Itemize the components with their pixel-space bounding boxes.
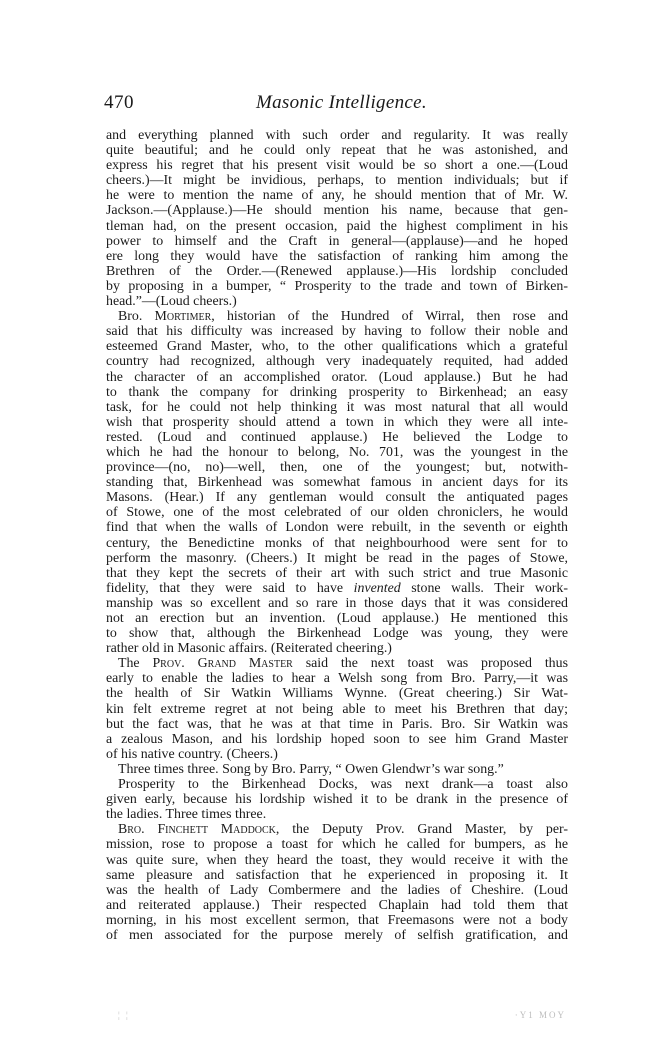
text-line: task, for he could not help thinking it was most natural that all would: [106, 399, 568, 415]
text-line: early to enable the ladies to hear a Welsh song from Bro. Parry,—it was: [106, 671, 568, 687]
text-line: said that his difficulty was increased by having to follow their noble and: [106, 324, 568, 340]
text-line: by proposing in a bumper, “ Prosperity to the trade and town of Birken-: [106, 278, 568, 294]
text-line: Bro. Finchett Maddock, the Deputy Prov. Grand Master, by per-: [118, 822, 568, 838]
paragraph-1: [106, 128, 568, 309]
text-line: was quite sure, when they heard the toast, they would receive it with the: [106, 852, 568, 868]
text-line: Bro. Mortimer, historian of the Hundred of Wirral, then rose and: [118, 309, 569, 325]
text-line: province—(no, no)—well, then, one of the youngest; but, notwith-: [106, 460, 568, 476]
text-line: the health of Sir Watkin Williams Wynne. (Great cheering.) Sir Wat-: [106, 686, 568, 702]
text-line: cheers.)—It might be invidious, perhaps, to mention individuals; but if: [106, 173, 568, 189]
text-line: power to himself and the Craft in general—(applause)—and he hoped: [106, 233, 568, 249]
text-line: rather old in Masonic affairs. (Reiterated cheering.): [106, 641, 392, 657]
text-line: fidelity, that they were said to have invented stone walls. Their work-: [106, 580, 568, 596]
text-line: head.”—(Loud cheers.): [106, 294, 237, 310]
text-line: quite beautiful; and he could only repeat that he was astonished, and: [106, 143, 568, 159]
text-line: perform the masonry. (Cheers.) It might be read in the pages of Stowe,: [106, 550, 568, 566]
text-line: but the fact was, that he was at that time in Paris. Bro. Sir Watkin was: [106, 716, 568, 732]
bleed-through-marks: [110, 1010, 570, 1024]
text-line: the character of an accomplished orator. (Loud applause.) But he had: [106, 369, 568, 385]
text-line: of men associated for the purpose merely of selfish gratification, and: [106, 927, 568, 943]
paragraph-prov-grand-master: [106, 656, 568, 762]
text-line: he were to mention the name of any, he should mention that of Mr. W.: [106, 188, 568, 204]
text-line: country had recognized, although very inadequately requited, had added: [106, 354, 568, 370]
text-line: of Stowe, one of the most celebrated of our olden chroniclers, he would: [106, 505, 568, 521]
text-line: the ladies. Three times three.: [106, 807, 267, 823]
text-line: tleman had, on the present occasion, paid the highest compliment in his: [106, 218, 568, 234]
text-line: express his regret that his present visit would be so short a one.—(Loud: [106, 158, 568, 174]
bleed-mark-left: ¦ ¦: [118, 1010, 130, 1020]
text-line: manship was so excellent and so rare in those days that it was considered: [106, 595, 568, 611]
text-line: and everything planned with such order and regularity. It was really: [106, 128, 568, 143]
text-line: esteemed Grand Master, who, to the other qualifications which a grateful: [106, 339, 568, 355]
text-line: standing that, Birkenhead was somewhat famous in ancient days for its: [106, 475, 568, 491]
paragraph-docks-toast: [106, 777, 568, 822]
paragraph-maddock: [106, 822, 568, 943]
body-text: [106, 128, 568, 943]
text-line: Prosperity to the Birkenhead Docks, was next drank—a toast also: [118, 777, 568, 793]
running-head: Masonic Intelligence.: [256, 92, 427, 113]
text-line: not an erection but an invention. (Loud applause.) He mentioned this: [106, 611, 568, 626]
paragraph-mortimer: [106, 309, 568, 656]
text-line: Jackson.—(Applause.)—He should mention his name, because that gen-: [106, 203, 568, 219]
text-line: Three times three. Song by Bro. Parry, “ Owen Glendwr’s war song.”: [118, 761, 504, 777]
text-line: which he had the honour to belong, No. 701, was the youngest in the: [106, 444, 568, 460]
text-line: to show that, although the Birkenhead Lodge was young, they were: [106, 626, 568, 642]
bleed-mark-right: ·Y1 MOY: [514, 1010, 566, 1020]
page-number: 470: [104, 92, 134, 113]
paragraph-song: [106, 762, 568, 777]
text-line: given early, because his lordship wished it to be drank in the presence of: [106, 792, 568, 808]
text-line: Masons. (Hear.) If any gentleman would consult the antiquated pages: [106, 490, 568, 506]
text-line: century, the Benedictine monks of that neighbourhood were sent for to: [106, 535, 568, 551]
text-line: Brethren of the Order.—(Renewed applause.)—His lordship concluded: [106, 263, 568, 279]
text-line: kin felt extreme regret at not being able to meet his Brethren that day;: [106, 701, 568, 717]
text-line: morning, in his most excellent sermon, that Freemasons were not a body: [106, 912, 568, 928]
text-line: of his native country. (Cheers.): [106, 746, 278, 762]
text-line: wish that prosperity should attend a town in which they were all inte-: [106, 414, 568, 430]
page-header: [104, 92, 564, 116]
text-line: and reiterated applause.) Their respected Chaplain had told them that: [106, 897, 568, 913]
text-line: a zealous Mason, and his lordship hoped soon to see him Grand Master: [106, 731, 568, 747]
text-line: rested. (Loud and continued applause.) He believed the Lodge to: [106, 429, 568, 445]
text-line: mission, rose to propose a toast for which he called for bumpers, as he: [106, 837, 568, 853]
text-line: that they kept the secrets of their art with such strict and true Masonic: [106, 565, 568, 581]
text-line: was the health of Lady Combermere and the ladies of Cheshire. (Loud: [106, 882, 568, 898]
text-line: to thank the company for drinking prosperity to Birkenhead; an easy: [106, 384, 568, 400]
text-line: find that when the walls of London were rebuilt, in the seventh or eighth: [106, 520, 568, 536]
text-line: The Prov. Grand Master said the next toast was proposed thus: [118, 656, 568, 672]
text-line: same pleasure and satisfaction that he experienced in proposing it. It: [106, 867, 568, 883]
text-line: ere long they would have the satisfaction of ranking him among the: [106, 248, 568, 264]
